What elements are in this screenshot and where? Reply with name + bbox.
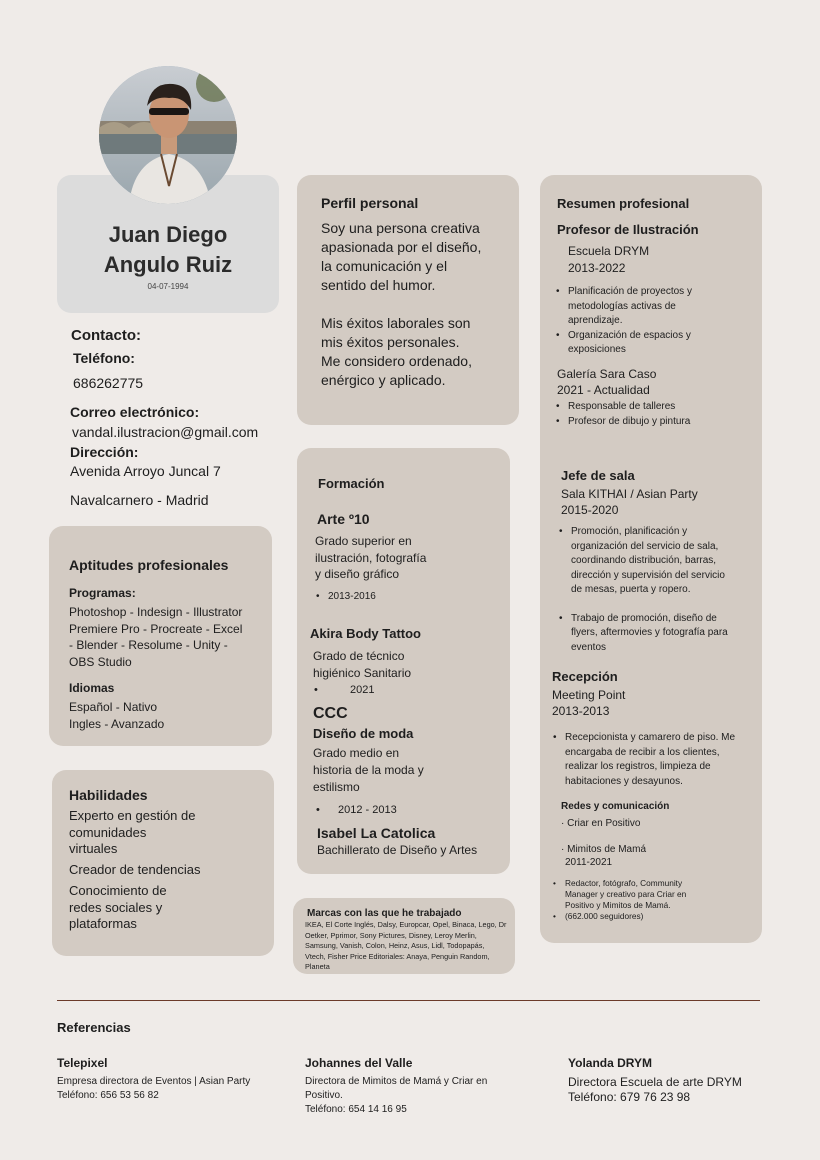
reference-name: Yolanda DRYM (568, 1056, 653, 1070)
programs-line: Premiere Pro - Procreate - Excel (69, 621, 243, 636)
reference-line: Directora Escuela de arte DRYM (568, 1075, 742, 1089)
edu-ccc-sub: Diseño de moda (313, 726, 414, 741)
job5-role: Redes y comunicación (561, 801, 670, 812)
job1-company: Escuela DRYM (568, 244, 650, 258)
address-line1: Avenida Arroyo Juncal 7 (70, 463, 221, 479)
programs-list (69, 604, 242, 670)
programs-label: Programas: (69, 586, 136, 600)
edu-arte-desc: Grado superior en ilustración, fotografía y diseño gráfico (315, 534, 427, 581)
reference-2 (305, 1056, 535, 1117)
references-title: Referencias (57, 1020, 131, 1035)
reference-3 (568, 1056, 788, 1105)
job3-company: Sala KITHAI / Asian Party (561, 487, 698, 501)
job1-bullets (554, 285, 754, 358)
reference-line: Positivo. (305, 1090, 343, 1101)
job-bullet: • (662.000 seguidores) (551, 911, 751, 922)
job-bullet: • Responsable de talleres (554, 400, 690, 415)
email-value[interactable]: vandal.ilustracion@gmail.com (72, 424, 259, 440)
brands-title: Marcas con las que he trabajado (307, 908, 462, 919)
job3-years: 2015-2020 (561, 503, 619, 517)
job1-years: 2013-2022 (568, 261, 626, 275)
summary-title: Resumen profesional (557, 196, 690, 211)
ability-item: Conocimiento de redes sociales y plataformas (69, 883, 167, 931)
brands-text: IKEA, El Corte Inglés, Dalsy, Europcar, Opel, Binaca, Lego, Dr Oetker, Pprimor, Sony Pictures, Disney, Leroy Merlin, Samsung, Vanish, Colon, Heinz, Asus, Lidl, Todopapás, Vtech, Fisher Price Editoriales: Anaya, Penguin Random, Planeta (305, 920, 507, 971)
job4-bullets (551, 731, 756, 789)
job5-years: 2011-2021 (565, 857, 613, 868)
edu-arte-name: Arte º10 (317, 511, 370, 527)
edu-isabel-desc: Bachillerato de Diseño y Artes (317, 843, 478, 857)
abilities-list (69, 808, 201, 933)
languages-list (69, 699, 164, 732)
phone-label: Teléfono: (73, 350, 135, 366)
profile-photo (99, 66, 237, 204)
abilities-title: Habilidades (69, 787, 148, 803)
first-name: Juan Diego (108, 222, 228, 247)
ability-item: Experto en gestión de comunidades virtuales (69, 808, 196, 856)
ability-item: Creador de tendencias (69, 861, 201, 877)
job-bullet: • Organización de espacios y exposiciones (554, 329, 754, 358)
job2-company: Galería Sara Caso (557, 367, 657, 381)
edu-akira-years (312, 683, 374, 698)
email-label: Correo electrónico: (70, 404, 200, 420)
reference-line: Teléfono: 656 53 56 82 (57, 1090, 159, 1101)
education-title: Formación (318, 476, 385, 491)
phone-value[interactable]: 686262775 (73, 375, 144, 391)
job5-bullets (551, 878, 751, 922)
programs-line: - Blender - Resolume - Unity - (69, 638, 228, 652)
contact-title: Contacto: (71, 327, 141, 344)
job4-role: Recepción (552, 669, 618, 684)
reference-name: Johannes del Valle (305, 1056, 413, 1070)
full-name (57, 220, 279, 280)
job2-bullets (554, 400, 690, 429)
profile-title: Perfil personal (321, 195, 419, 211)
edu-years-item: • 2012 - 2013 (314, 803, 397, 818)
edu-years-item: • 2013-2016 (314, 590, 376, 604)
job-bullet: • Planificación de proyectos y metodologías activas de aprendizaje. (554, 285, 754, 329)
reference-name: Telepixel (57, 1056, 108, 1070)
job-bullet: • Trabajo de promoción, diseño de flyers, aftermovies y fotografía para eventos (557, 612, 757, 656)
profile-text: Soy una persona creativa apasionada por el diseño, la comunicación y el sentido del humor. Mis éxitos laborales son mis éxitos personales. Me considero ordenado, enérgico y aplicado. (321, 220, 482, 388)
job5-line2: · Mimitos de Mamá (561, 844, 647, 855)
job3-bullets (557, 525, 757, 655)
job5-line1: · Criar en Positivo (561, 818, 641, 829)
job1-role: Profesor de Ilustración (557, 222, 699, 237)
language-item: Ingles - Avanzado (69, 716, 165, 731)
divider (57, 1000, 760, 1001)
language-item: Español - Nativo (69, 700, 158, 714)
edu-ccc-years (314, 803, 397, 818)
skills-title: Aptitudes profesionales (69, 557, 229, 573)
reference-line: Teléfono: 679 76 23 98 (568, 1090, 691, 1104)
edu-isabel-name: Isabel La Catolica (317, 825, 436, 841)
edu-arte-years (314, 590, 376, 604)
job-bullet: • Promoción, planificación y organización del servicio de sala, coordinando distribución, barras, dirección y supervisión del servicio de mesas, puerta y ropero. (557, 525, 757, 598)
edu-ccc-name: CCC (313, 705, 348, 722)
job-bullet: • Recepcionista y camarero de piso. Me encargaba de recibir a los clientes, realizar los registros, limpieza de habitaciones y desayunos. (551, 731, 756, 789)
address-label: Dirección: (70, 444, 139, 460)
job2-years: 2021 - Actualidad (557, 383, 650, 397)
birthdate: 04-07-1994 (147, 282, 189, 291)
reference-line: Empresa directora de Eventos | Asian Party (57, 1076, 251, 1087)
job-bullet: • Redactor, fotógrafo, Community Manager y creativo para Criar en Positivo y Mimitos de Mamá. (551, 878, 751, 911)
job-bullet: • Profesor de dibujo y pintura (554, 415, 690, 430)
edu-years-item: • 2021 (312, 683, 374, 698)
edu-akira-desc: Grado de técnico higiénico Sanitario (313, 649, 412, 680)
last-name: Angulo Ruiz (103, 252, 233, 277)
job4-company: Meeting Point (552, 688, 626, 702)
job4-years: 2013-2013 (552, 704, 610, 718)
programs-line: Photoshop - Indesign - Illustrator (69, 605, 243, 619)
job3-role: Jefe de sala (561, 468, 635, 483)
reference-line: Directora de Mimitos de Mamá y Criar en (305, 1076, 488, 1087)
edu-akira-name: Akira Body Tattoo (310, 626, 421, 641)
languages-label: Idiomas (69, 681, 115, 695)
edu-ccc-desc: Grado medio en historia de la moda y estilismo (313, 746, 424, 794)
programs-line: OBS Studio (69, 654, 132, 669)
address-line2: Navalcarnero - Madrid (70, 492, 209, 508)
reference-line: Teléfono: 654 14 16 95 (305, 1104, 407, 1115)
reference-1 (57, 1056, 287, 1103)
